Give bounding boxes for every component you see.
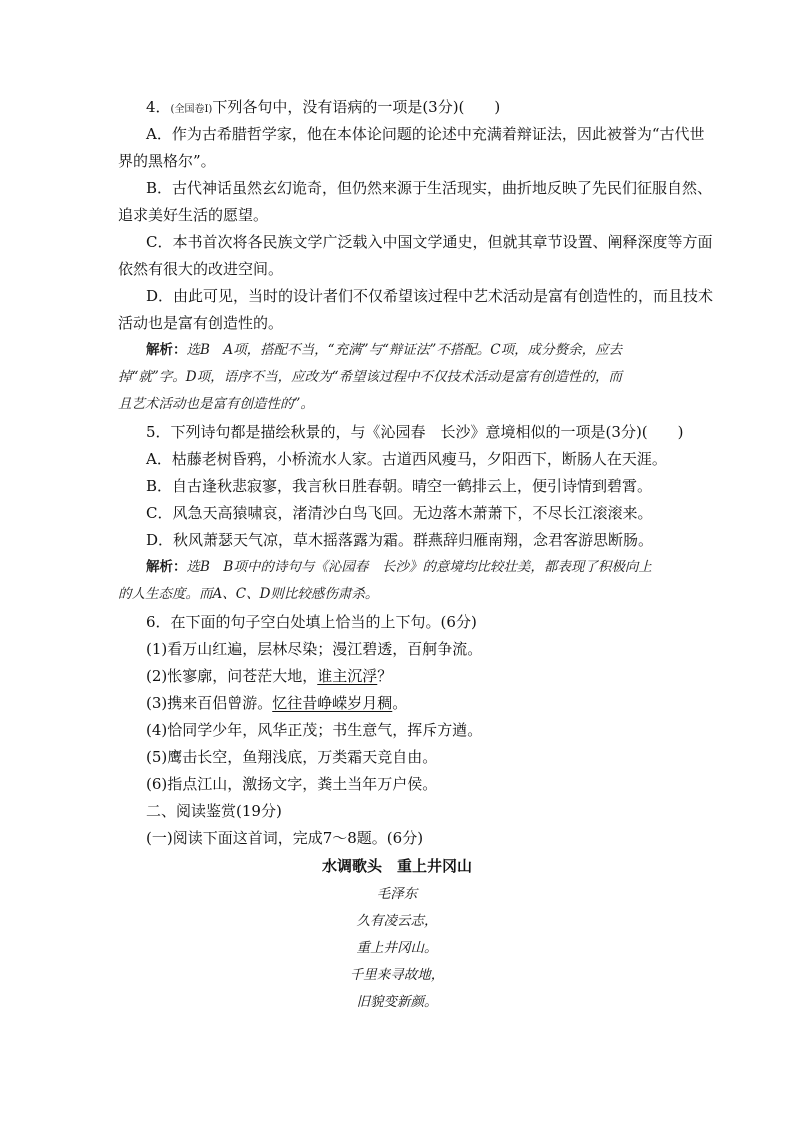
q5-answer-cont: 的人生态度。而A、C、D则比较感伤肃杀。	[118, 586, 379, 602]
q5-stem: 5．下列诗句都是描绘秋景的，与《沁园春 长沙》意境相似的一项是(3分)( )	[146, 423, 684, 441]
q4-option-d: D．由此可见，当时的设计者们不仅希望该过程中艺术活动是富有创造性的，而且技术	[146, 287, 714, 305]
poem-line: 重上井冈山。	[356, 940, 438, 956]
q4-option-c-cont: 依然有很大的改进空间。	[118, 260, 284, 278]
q5-option-d: D．秋风萧瑟天气凉，草木摇落露为霜。群燕辞归雁南翔，念君客游思断肠。	[146, 531, 654, 549]
section-heading: 二、阅读鉴赏(19分)	[146, 802, 282, 820]
q5-option-c: C．风急天高猿啸哀，渚清沙白鸟飞回。无边落木萧萧下，不尽长江滚滚来。	[146, 504, 653, 522]
q4-answer-cont: 掉“就”字。D项，语序不当，应改为“希望该过程中不仅技术活动是富有创造性的，而	[118, 369, 623, 385]
q4-option-c: C．本书首次将各民族文学广泛载入中国文学通史，但就其章节设置、阐释深度等方面	[146, 233, 713, 251]
poem-author: 毛泽东	[376, 886, 418, 902]
poem-title: 水调歌头 重上井冈山	[321, 857, 472, 875]
q6-line-6: (6)指点江山，激扬文字，粪土当年万户侯。	[146, 775, 438, 793]
q4-answer: 解析：选B A项，搭配不当，“充满”与“辩证法”不搭配。C项，成分赘余，应去	[146, 342, 623, 358]
q6-line-3: (3)携来百侣曾游。忆往昔峥嵘岁月稠。	[146, 694, 408, 712]
q5-option-a: A．枯藤老树昏鸦，小桥流水人家。古道西风瘦马，夕阳西下，断肠人在天涯。	[146, 450, 667, 468]
q4-option-d-cont: 活动也是富有创造性的。	[118, 314, 284, 332]
q6-answer-fill-2: 谁主沉浮	[317, 667, 378, 685]
poem-line: 旧貌变新颜。	[356, 994, 438, 1010]
q4-option-a: A．作为古希腊哲学家，他在本体论问题的论述中充满着辩证法，因此被誉为“古代世	[146, 125, 705, 143]
q6-stem: 6．在下面的句子空白处填上恰当的上下句。(6分)	[146, 613, 477, 631]
section-subheading: (一)阅读下面这首词，完成7～8题。(6分)	[146, 829, 424, 847]
poem-line: 千里来寻故地，	[349, 967, 445, 983]
q6-line-1: (1)看万山红遍，层林尽染；漫江碧透，百舸争流。	[146, 640, 483, 658]
q6-line-2: (2)怅寥廓，问苍茫大地，谁主沉浮？	[146, 667, 393, 685]
q4-option-a-cont: 界的黑格尔”。	[118, 152, 216, 170]
q6-answer-fill-3: 忆往昔峥嵘岁月稠	[272, 694, 393, 712]
q5-option-b: B．自古逢秋悲寂寥，我言秋日胜春朝。晴空一鹤排云上，便引诗情到碧霄。	[146, 477, 653, 495]
q4-option-b: B．古代神话虽然玄幻诡奇，但仍然来源于生活现实，曲折地反映了先民们征服自然、	[146, 179, 713, 197]
q6-line-4: (4)恰同学少年，风华正茂；书生意气，挥斥方遒。	[146, 721, 483, 739]
poem-line: 久有凌云志，	[356, 913, 438, 929]
q5-answer: 解析：选B B项中的诗句与《沁园春 长沙》的意境均比较壮美，都表现了积极向上	[146, 559, 652, 575]
q6-line-5: (5)鹰击长空，鱼翔浅底，万类霜天竞自由。	[146, 748, 438, 766]
q4-option-b-cont: 追求美好生活的愿望。	[118, 206, 269, 224]
q4-stem: 4．(全国卷Ⅰ)下列各句中，没有语病的一项是(3分)( )	[146, 98, 501, 116]
q4-answer-cont2: 且艺术活动也是富有创造性的”。	[118, 396, 314, 412]
